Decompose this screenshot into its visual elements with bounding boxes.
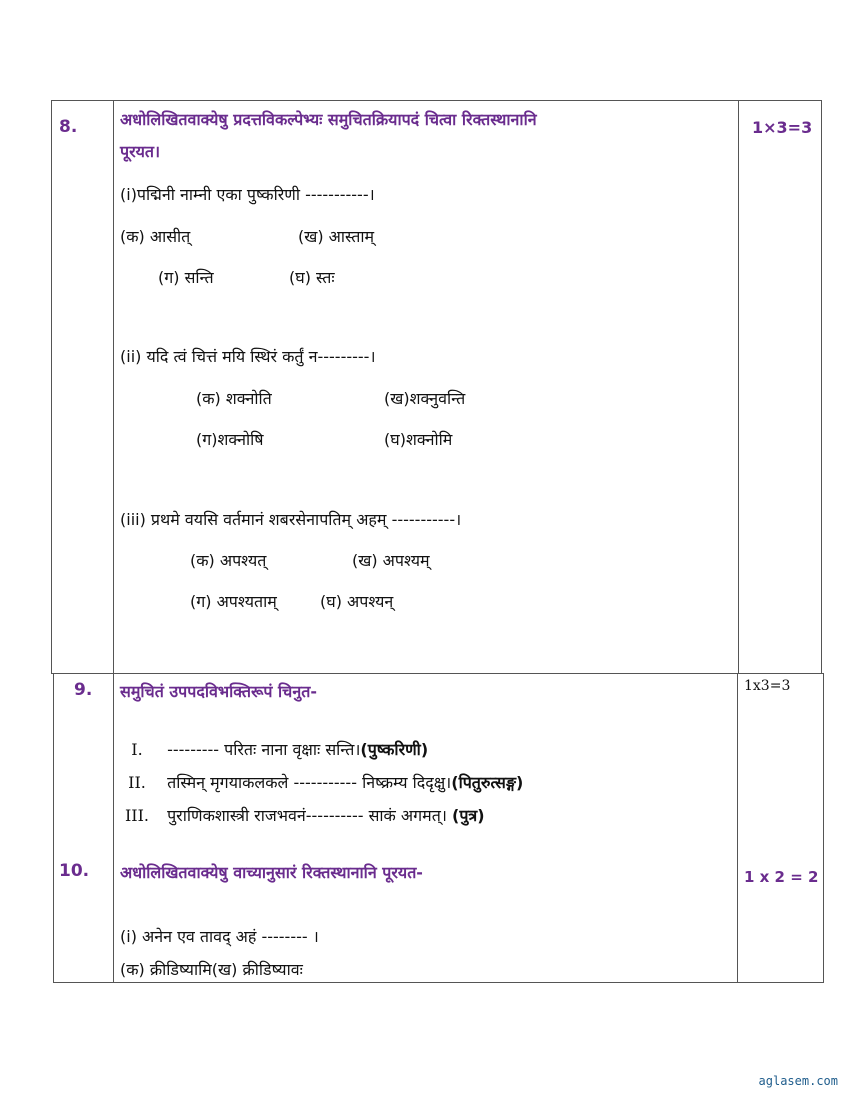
q8-item3-option-a: (क) अपश्यत् [190,551,267,570]
q8-divider-left [113,101,114,673]
q8-item2-question: (ii) यदि त्वं चित्तं मयि स्थिरं कर्तुं न---------। [120,347,376,366]
q8-item3-question: (iii) प्रथमे वयसि वर्तमानं शबरसेनापतिम् अहम् -----------। [120,510,462,529]
q8-item1-option-d: (घ) स्तः [289,268,335,287]
q9-divider-left [113,674,114,982]
q10-number: 10. [59,861,90,881]
q9-marks: 1x3=3 [744,678,791,694]
q9-item-1-numeral: I. [131,740,143,759]
q9-item-2 [112,771,523,793]
q8-item2-option-b: (ख)शक्नुवन्ति [384,389,466,408]
q8-item3-option-d: (घ) अपश्यन् [320,592,394,611]
q10-heading: अधोलिखितवाक्येषु वाच्यानुसारं रिक्तस्थानानि पूरयत- [120,863,423,882]
q9-divider-right [737,674,738,982]
q9-item-3 [112,804,485,826]
q8-item1-option-c: (ग) सन्ति [158,268,214,287]
q9-item-3-text: पुराणिकशास्त्री राजभवनं---------- साकं अगमत्। [167,806,452,825]
q8-item1-option-b: (ख) आस्ताम् [298,227,375,246]
q9-item-3-numeral: III. [124,806,150,825]
q10-item1-options: (क) क्रीडिष्यामि(ख) क्रीडिष्यावः [120,960,303,979]
q9-item-2-numeral: II. [128,773,146,792]
q8-marks: 1×3=3 [752,118,813,137]
q9-heading: समुचितं उपपदविभक्तिरूपं चिनुत- [120,682,317,701]
q9-item-1-text: --------- परितः नाना वृक्षाः सन्ति। [167,740,361,759]
q8-item2-option-c: (ग)शक्नोषि [196,430,264,449]
q8-item3-option-b: (ख) अपश्यम् [352,551,430,570]
q10-marks: 1 x 2 = 2 [744,868,819,886]
q8-item3-option-c: (ग) अपश्यताम् [190,592,277,611]
q8-item2-option-d: (घ)शक्नोमि [384,430,453,449]
q9-number: 9. [74,680,93,700]
q8-heading-line1: अधोलिखितवाक्येषु प्रदत्तविकल्पेभ्यः समुचितक्रियापदं चित्वा रिक्तस्थानानि [120,110,537,129]
q8-divider-right [738,101,739,673]
q8-heading [120,104,730,168]
q8-item1-option-a: (क) आसीत् [120,227,191,246]
q9-item-3-hint: (पुत्र) [452,806,485,825]
q9-item-1 [112,738,428,760]
q10-item1-question: (i) अनेन एव तावद् अहं -------- । [120,927,319,946]
q8-heading-line2: पूरयत। [120,142,161,161]
q8-item2-option-a: (क) शक्नोति [196,389,272,408]
q9-item-1-hint: (पुष्करिणी) [360,740,429,759]
q9-item-2-text: तस्मिन् मृगयाकलकले ----------- निष्क्रम्य दिदृक्षु। [167,773,452,792]
q8-item1-question: (i)पद्मिनी नाम्नी एका पुष्करिणी -----------। [120,185,375,204]
watermark: aglasem.com [758,1074,838,1088]
q8-number: 8. [59,117,78,137]
q9-item-2-hint: (पितुरुत्सङ्ग) [451,773,524,792]
